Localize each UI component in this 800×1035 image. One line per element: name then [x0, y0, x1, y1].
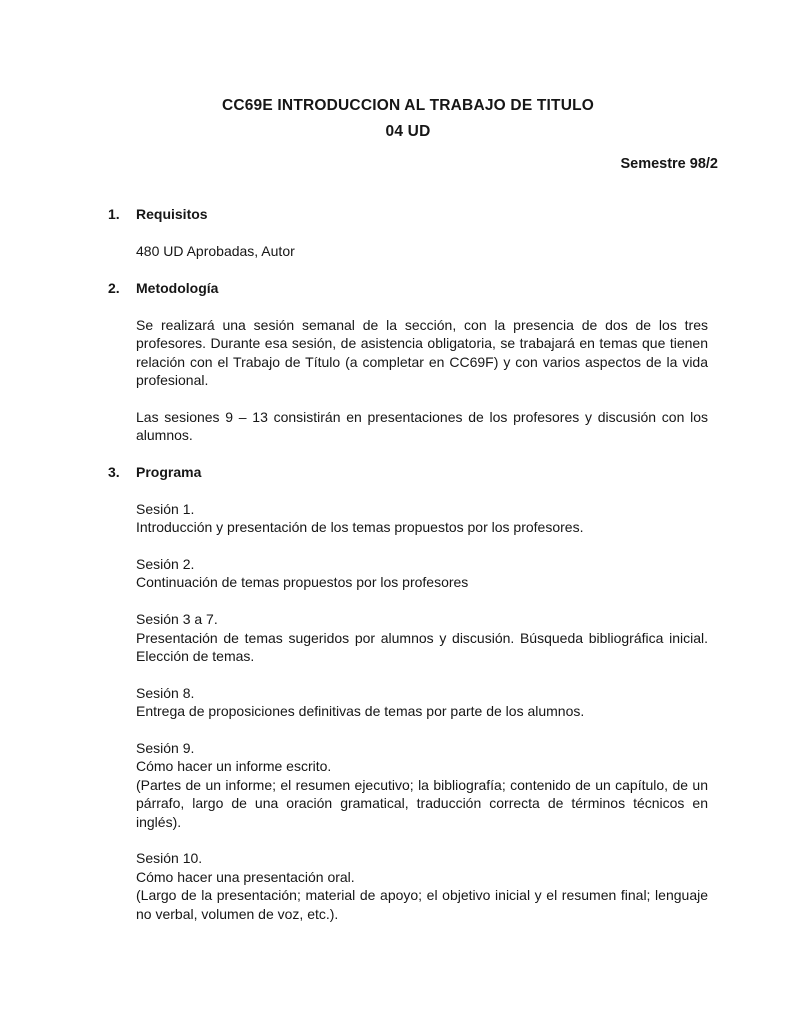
session-text: Entrega de proposiciones definitivas de temas por parte de los alumnos.	[136, 703, 585, 720]
program-item-sesion-3-a-7	[136, 610, 708, 665]
section-number: 2.	[108, 280, 120, 296]
title-line-2: 04 UD	[385, 123, 431, 140]
program-item-sesion-8	[136, 684, 708, 721]
program-item-sesion-1	[136, 500, 708, 537]
section-title: Requisitos	[136, 206, 208, 223]
session-text: Presentación de temas sugeridos por alumnos y discusión. Búsqueda bibliográfica inicial. Elección de temas.	[136, 629, 708, 665]
section-metodologia	[108, 279, 708, 445]
section-heading	[108, 463, 708, 481]
document-sections	[108, 205, 708, 923]
section-heading	[108, 279, 708, 297]
section-title: Programa	[136, 464, 202, 481]
section-programa	[108, 463, 708, 923]
session-label: Sesión 10.	[136, 850, 203, 867]
session-text: Continuación de temas propuestos por los profesores	[136, 574, 469, 591]
session-text: Cómo hacer un informe escrito.	[136, 758, 332, 775]
document-content	[0, 93, 800, 923]
semester-label: Semestre 98/2	[620, 156, 718, 172]
session-label: Sesión 2.	[136, 556, 195, 573]
session-label: Sesión 3 a 7.	[136, 611, 218, 628]
requisitos-paragraph: 480 UD Aprobadas, Autor	[136, 243, 295, 260]
section-requisitos	[108, 205, 708, 260]
section-number: 1.	[108, 206, 120, 223]
session-text: Introducción y presentación de los temas propuestos por los profesores.	[136, 519, 584, 536]
document-title	[108, 93, 708, 145]
session-label: Sesión 1.	[136, 500, 195, 517]
metodologia-paragraph-2: Las sesiones 9 – 13 consistirán en presentaciones de los profesores y discusión con los alumnos.	[136, 408, 708, 444]
metodologia-paragraph-1: Se realizará una sesión semanal de la sección, con la presencia de dos de los tres profesores. Durante esa sesión, de asistencia obligatoria, se trabajará en temas que tienen relación con el Trabajo de Título (a completar en CC69F) y con varios aspectos de la vida profesional.	[136, 316, 708, 389]
section-title: Metodología	[136, 280, 219, 296]
section-number: 3.	[108, 464, 120, 481]
program-item-sesion-9	[136, 739, 708, 831]
title-line-1: CC69E INTRODUCCION AL TRABAJO DE TITULO	[221, 97, 595, 114]
session-text-detail: (Partes de un informe; el resumen ejecutivo; la bibliografía; contenido de un capítulo, de un párrafo, largo de una oración gramatical, traducción correcta de términos técnicos en inglés).	[136, 776, 708, 830]
session-label: Sesión 9.	[136, 740, 195, 757]
program-item-sesion-2	[136, 555, 708, 592]
program-item-sesion-10	[136, 849, 708, 923]
session-label: Sesión 8.	[136, 684, 195, 701]
session-text: Cómo hacer una presentación oral.	[136, 868, 355, 885]
session-text-detail: (Largo de la presentación; material de apoyo; el objetivo inicial y el resumen final; lenguaje no verbal, volumen de voz, etc.).	[136, 887, 708, 922]
section-heading	[108, 205, 708, 223]
